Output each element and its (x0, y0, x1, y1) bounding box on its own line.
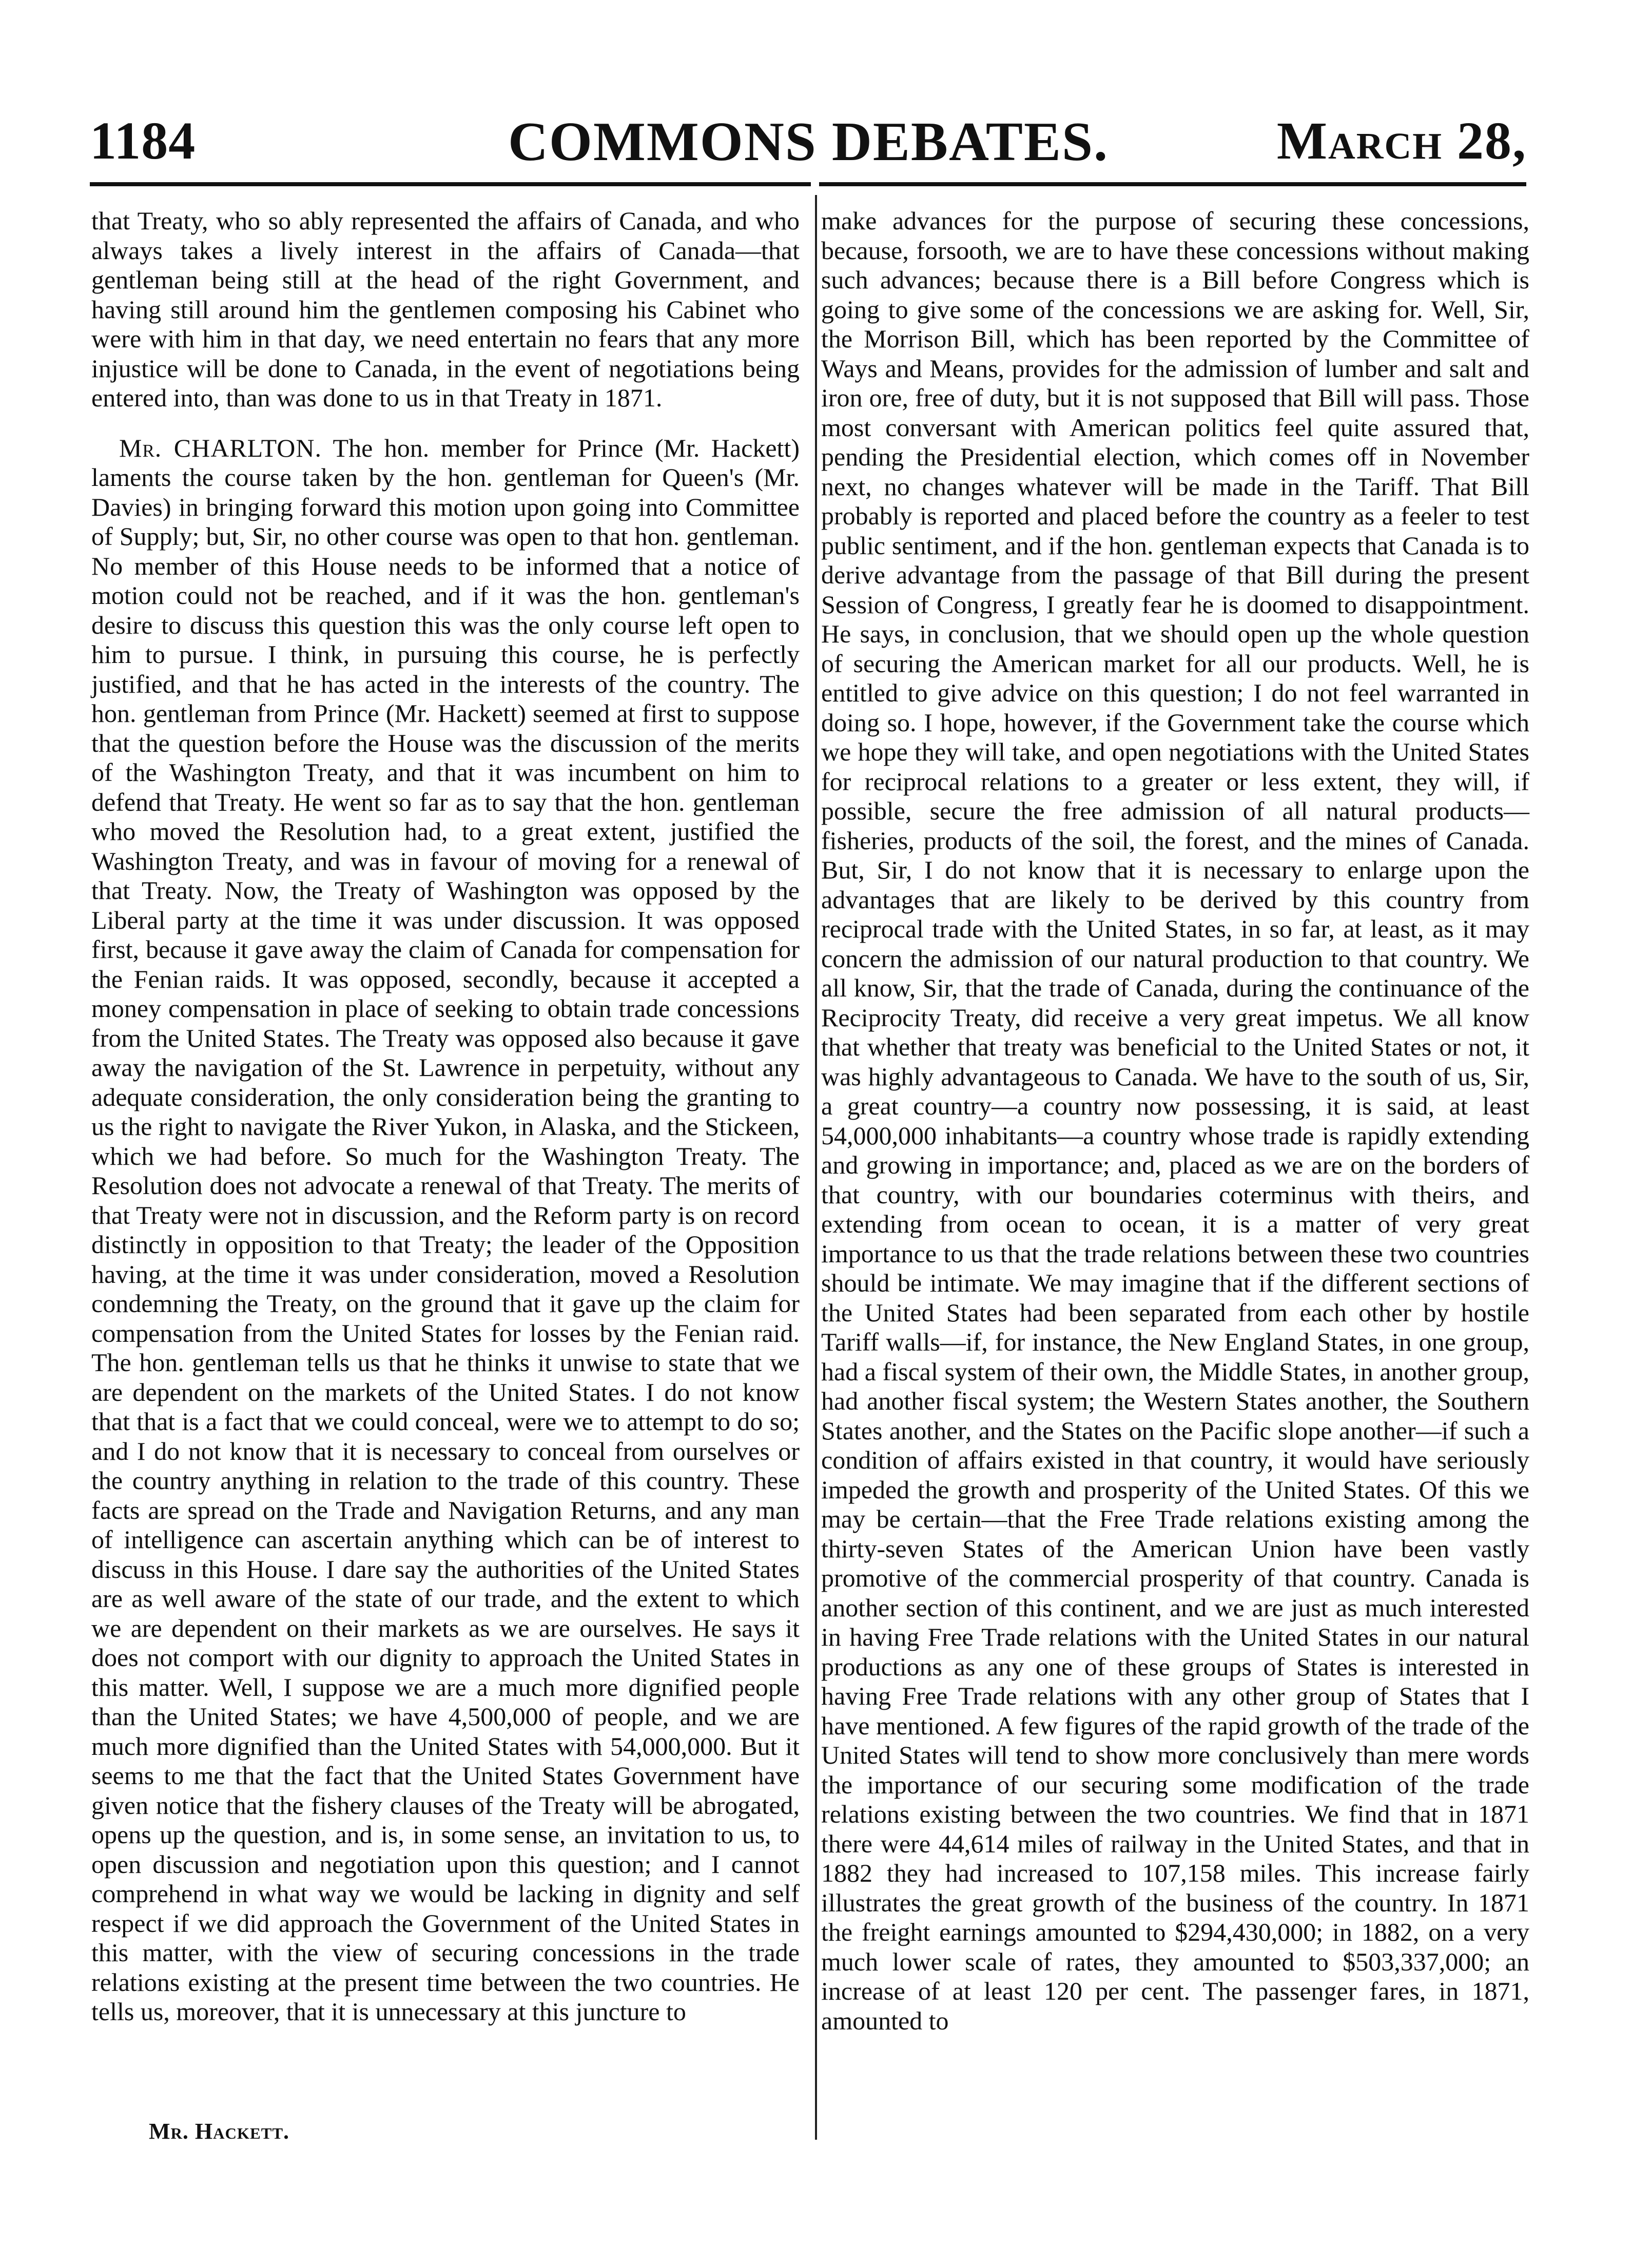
right-column (821, 206, 1529, 2036)
speech-text: The hon. member for Prince (Mr. Hackett) laments the course taken by the hon. gentleman for Queen's (Mr. Davies) in bringing forward this motion upon going into Committee of Supply; but, Sir, no other course was open to that hon. gentleman. No member of this House needs to be informed that a notice of motion could not be reached, and if it was the hon. gentleman's desire to discuss this question this was the only course left open to him to pursue. I think, in pursuing this course, he is perfectly justified, and that he has acted in the interests of the country. The hon. gentleman from Prince (Mr. Hackett) seemed at first to suppose that the question before the House was the discussion of the merits of the Washington Treaty, and that it was incumbent on him to defend that Treaty. He went so far as to say that the hon. gentleman who moved the Resolution had, to a great extent, justified the Washington Treaty, and was in favour of moving for a renewal of that Treaty. Now, the Treaty of Washington was opposed by the Liberal party at the time it was under discussion. It was opposed first, because it gave away the claim of Canada for compensation for the Fenian raids. It was opposed, secondly, because it accepted a money compensation in place of seeking to obtain trade concessions from the United States. The Treaty was opposed also because it gave away the navigation of the St. Lawrence in perpetuity, without any adequate consideration, the only consideration being the granting to us the right to navigate the River Yukon, in Alaska, and the Stickeen, which we had before. So much for the Washington Treaty. The Resolution does not advocate a renewal of that Treaty. The merits of that Treaty were not in discussion, and the Reform party is on record distinctly in opposition to that Treaty; the leader of the Opposition having, at the time it was under consideration, moved a Resolution condemning the Treaty, on the ground that it gave up the claim for compensation from the United States for losses by the Fenian raid. The hon. gentleman tells us that he thinks it unwise to state that we are dependent on the markets of the United States. I do not know that that is a fact that we could conceal, were we to attempt to do so; and I do not know that it is necessary to conceal from ourselves or the country anything in relation to the trade of this country. These facts are spread on the Trade and Navigation Returns, and any man of intelligence can ascertain anything which can be of interest to discuss in this House. I dare say the authorities of the United States are as well aware of the state of our trade, and the extent to which we are dependent on their markets as we are ourselves. He says it does not comport with our dignity to approach the United States in this matter. Well, I suppose we are a much more dignified people than the United States; we have 4,500,000 of people, and we are much more dignified than the United States with 54,000,000. But it seems to me that the fact that the United States Government have given notice that the fishery clauses of the Treaty will be abrogated, opens up the question, and is, in some sense, an invitation to us, to open discussion and negotiation upon this question; and I cannot comprehend in what way we would be lacking in dignity and self respect if we did approach the Government of the United States in this matter, with the view of securing concessions in the trade relations existing at the present time between the two countries. He tells us, moreover, that it is unnecessary at this juncture to (91, 433, 800, 2026)
header-date: March 28, (1276, 111, 1527, 170)
header-rule-left (90, 182, 811, 186)
speaker-name: Mr. CHARLTON. (119, 433, 322, 462)
left-column (91, 206, 800, 2027)
running-title: COMMONS DEBATES. (508, 111, 1109, 172)
right-paragraph-1: make advances for the purpose of securing these concessions, because, forsooth, we are to have these concessions without making such advances; because there is a Bill before Congress which is going to give some of the concessions we are asking for. Well, Sir, the Morrison Bill, which has been reported by the Committee of Ways and Means, provides for the admission of lumber and salt and iron ore, free of duty, but it is not supposed that Bill will pass. Those most conversant with American politics feel quite assured that, pending the Presidential election, which comes off in November next, no changes whatever will be made in the Tariff. That Bill probably is reported and placed before the country as a feeler to test public sentiment, and if the hon. gentleman expects that Canada is to derive advantage from the passage of that Bill during the present Session of Congress, I greatly fear he is doomed to disappointment. He says, in conclusion, that we should open up the whole question of securing the American market for all our products. Well, he is entitled to give advice on this question; I do not feel warranted in doing so. I hope, however, if the Government take the course which we hope they will take, and open negotiations with the United States for reciprocal relations to a greater or less extent, they will, if possible, secure the free admission of all natural products—fisheries, products of the soil, the forest, and the mines of Canada. But, Sir, I do not know that it is necessary to enlarge upon the advantages that are likely to be derived by this country from reciprocal trade with the United States, in so far, at least, as it may concern the admission of our natural production to that country. We all know, Sir, that the trade of Canada, during the continuance of the Reciprocity Treaty, did receive a very great impetus. We all know that whether that treaty was beneficial to the United States or not, it was highly advantageous to Canada. We have to the south of us, Sir, a great country—a country now possessing, it is said, at least 54,000,000 inhabitants—a country whose trade is rapidly extending and growing in importance; and, placed as we are on the borders of that country, with our boundaries coterminus with theirs, and extending from ocean to ocean, it is a matter of very great importance to us that the trade relations between these two countries should be intimate. We may imagine that if the different sections of the United States had been separated from each other by hostile Tariff walls—if, for instance, the New England States, in one group, had a fiscal system of their own, the Middle States, in another group, had another fiscal system; the Western States another, the Southern States another, and the States on the Pacific slope another—if such a condition of affairs existed in that country, it would have seriously impeded the growth and prosperity of the United States. Of this we may be certain—that the Free Trade relations existing among the thirty-seven States of the American Union have been vastly promotive of the commercial prosperity of that country. Canada is another section of this continent, and we are just as much interested in having Free Trade relations with the United States in our natural productions as any one of these groups of States is interested in having Free Trade relations with any other group of States that I have mentioned. A few figures of the rapid growth of the trade of the United States will tend to show more conclusively than mere words the importance of our securing some modification of the trade relations existing between the two countries. We find that in 1871 there were 44,614 miles of railway in the United States, and that in 1882 they had increased to 107,158 miles. This increase fairly illustrates the great growth of the business of the country. In 1871 the freight earnings amounted to $294,430,000; in 1882, on a very much lower scale of rates, they amounted to $503,337,000; an increase of at least 120 per cent. The passenger fares, in 1871, amounted to (821, 206, 1529, 2035)
left-paragraph-2 (91, 434, 800, 2027)
page-header (90, 110, 1527, 172)
left-paragraph-1: that Treaty, who so ably represented the affairs of Canada, and who always takes a lively interest in the affairs of Canada—that gentleman being still at the head of the right Government, and having still around him the gentlemen composing his Cabinet who were with him in that day, we need entertain no fears that any more injustice will be done to Canada, in the event of negotiations being entered into, than was done to us in that Treaty in 1871. (91, 206, 800, 412)
column-divider (815, 195, 817, 2140)
page-number: 1184 (90, 111, 196, 170)
catchword: Mr. Hackett. (149, 2119, 290, 2144)
header-rule-right (819, 182, 1526, 186)
